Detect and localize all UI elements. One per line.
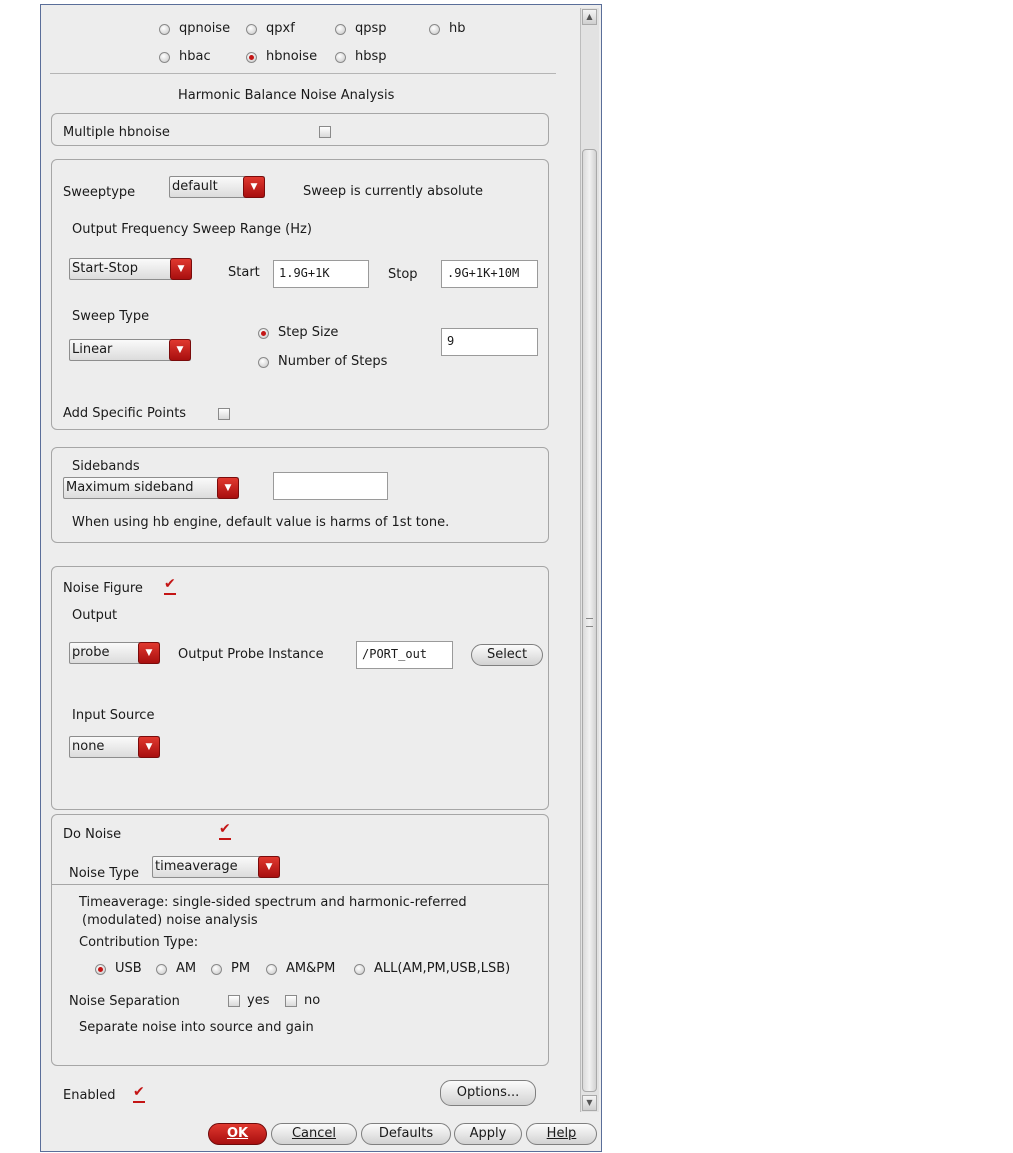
noise-type-description-2: (modulated) noise analysis (82, 913, 258, 928)
options-button[interactable]: Options... (440, 1080, 536, 1106)
sweep-status: Sweep is currently absolute (303, 184, 484, 199)
noise-figure-group (51, 566, 549, 810)
sweep-type-combo[interactable]: Linear ▼ (69, 339, 191, 361)
divider (51, 884, 549, 885)
do-noise-label: Do Noise (63, 827, 122, 842)
start-field[interactable]: 1.9G+1K (273, 260, 369, 288)
radio-qpxf[interactable]: qpxf (246, 24, 257, 35)
chevron-down-icon: ▼ (243, 176, 265, 198)
cancel-button[interactable]: Cancel (271, 1123, 357, 1145)
sidebands-label: Sidebands (72, 459, 140, 474)
sweeptype-label: Sweeptype (63, 185, 136, 200)
input-source-combo[interactable]: none ▼ (69, 736, 160, 758)
vertical-scrollbar[interactable] (580, 8, 599, 1112)
probe-label: Output Probe Instance (178, 647, 324, 662)
sweeptype-combo[interactable]: default ▼ (169, 176, 265, 198)
noise-type-label: Noise Type (69, 866, 140, 881)
scroll-thumb[interactable] (582, 149, 597, 1092)
section-title: Harmonic Balance Noise Analysis (178, 88, 395, 103)
chevron-down-icon: ▼ (258, 856, 280, 878)
radio-qpnoise[interactable]: qpnoise (159, 24, 170, 35)
apply-button[interactable]: Apply (454, 1123, 522, 1145)
scroll-up-arrow[interactable]: ▲ (582, 9, 597, 25)
help-button[interactable]: Help (526, 1123, 597, 1145)
radio-number-of-steps[interactable]: Number of Steps (258, 357, 269, 368)
radio-hbac[interactable]: hbac (159, 52, 170, 63)
select-button[interactable]: Select (471, 644, 543, 666)
contribution-label: Contribution Type: (79, 935, 199, 950)
enabled-checkbox[interactable] (133, 1090, 145, 1102)
input-source-label: Input Source (72, 708, 155, 723)
noise-figure-label: Noise Figure (63, 581, 143, 596)
chevron-down-icon: ▼ (170, 258, 192, 280)
separation-note: Separate noise into source and gain (79, 1020, 314, 1035)
radio-hbnoise[interactable]: hbnoise (246, 52, 257, 63)
enabled-label: Enabled (63, 1088, 116, 1103)
sidebands-note: When using hb engine, default value is harms of 1st tone. (72, 515, 450, 530)
sidebands-combo[interactable]: Maximum sideband ▼ (63, 477, 239, 499)
radio-usb[interactable]: USB (95, 964, 106, 975)
radio-pm[interactable]: PM (211, 964, 222, 975)
output-label: Output (72, 608, 118, 623)
stop-field[interactable]: .9G+1K+10M (441, 260, 538, 288)
noise-figure-checkbox[interactable] (164, 582, 176, 594)
add-points-label: Add Specific Points (63, 406, 187, 421)
chevron-down-icon: ▼ (138, 736, 160, 758)
sidebands-field[interactable] (273, 472, 388, 500)
separation-yes-checkbox[interactable] (228, 995, 240, 1007)
radio-step-size[interactable]: Step Size (258, 328, 269, 339)
probe-field[interactable]: /PORT_out (356, 641, 453, 669)
chevron-down-icon: ▼ (138, 642, 160, 664)
noise-type-combo[interactable]: timeaverage ▼ (152, 856, 280, 878)
defaults-button[interactable]: Defaults (361, 1123, 451, 1145)
add-points-checkbox[interactable] (218, 408, 230, 420)
scroll-down-arrow[interactable]: ▼ (582, 1095, 597, 1111)
separation-no-checkbox[interactable] (285, 995, 297, 1007)
radio-am-pm[interactable]: AM&PM (266, 964, 277, 975)
divider (50, 73, 556, 74)
separation-yes-label: yes (247, 993, 270, 1008)
grip-icon (586, 618, 593, 627)
range-mode-combo[interactable]: Start-Stop ▼ (69, 258, 192, 280)
noise-separation-label: Noise Separation (69, 994, 180, 1009)
multiple-label: Multiple hbnoise (63, 125, 170, 140)
noise-type-description: Timeaverage: single-sided spectrum and harmonic-referred (79, 895, 467, 910)
radio-all[interactable]: ALL(AM,PM,USB,LSB) (354, 964, 365, 975)
output-mode-combo[interactable]: probe ▼ (69, 642, 160, 664)
radio-hb[interactable]: hb (429, 24, 440, 35)
step-field[interactable]: 9 (441, 328, 538, 356)
ok-button[interactable]: OK (208, 1123, 267, 1145)
stop-label: Stop (388, 267, 418, 282)
range-label: Output Frequency Sweep Range (Hz) (72, 222, 312, 237)
radio-qpsp[interactable]: qpsp (335, 24, 346, 35)
chevron-down-icon: ▼ (169, 339, 191, 361)
radio-hbsp[interactable]: hbsp (335, 52, 346, 63)
multiple-checkbox[interactable] (319, 126, 331, 138)
start-label: Start (228, 265, 260, 280)
sweep-type-label: Sweep Type (72, 309, 150, 324)
do-noise-checkbox[interactable] (219, 827, 231, 839)
separation-no-label: no (304, 993, 321, 1008)
radio-am[interactable]: AM (156, 964, 167, 975)
chevron-down-icon: ▼ (217, 477, 239, 499)
